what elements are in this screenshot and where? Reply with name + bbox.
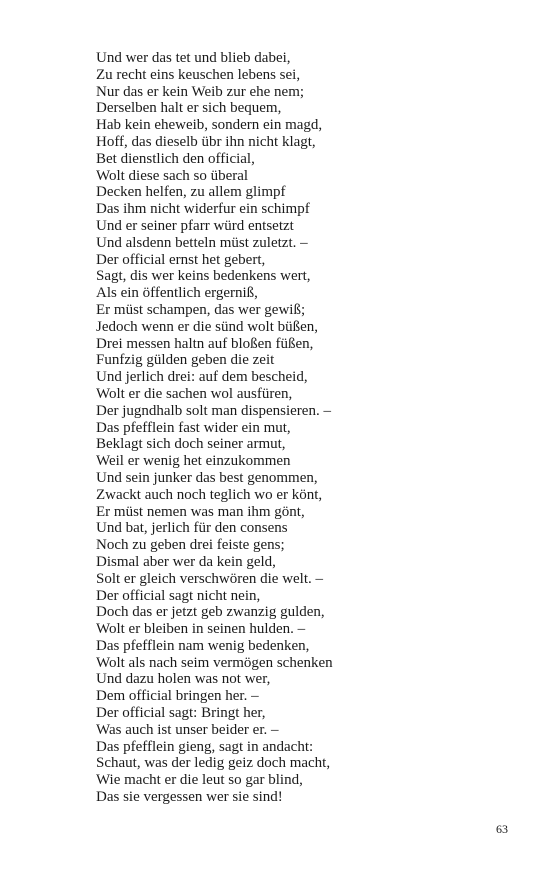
poem-line: Derselben halt er sich bequem, [96, 100, 282, 117]
poem-line: Der official sagt nicht nein, [96, 587, 261, 604]
poem-line: Das pfefflein fast wider ein mut, [96, 419, 291, 436]
poem-line: Bet dienstlich den official, [96, 150, 255, 167]
poem-line: Wolt er die sachen wol ausfüren, [96, 385, 293, 402]
poem-line: Das ihm nicht widerfur ein schimpf [96, 201, 310, 218]
poem-line: Er müst nemen was man ihm gönt, [96, 503, 305, 520]
poem-line: Der jugndhalb solt man dispensieren. – [96, 402, 331, 419]
poem-line: Und bat, jerlich für den consens [96, 520, 288, 537]
poem-line: Und alsdenn betteln müst zuletzt. – [96, 234, 308, 251]
poem-line: Solt er gleich verschwören die welt. – [96, 570, 324, 587]
poem-line: Und sein junker das best genommen, [96, 469, 318, 486]
poem-line: Das sie vergessen wer sie sind! [96, 789, 283, 806]
poem-line: Wolt diese sach so überal [96, 167, 249, 184]
poem-line: Funfzig gülden geben die zeit [96, 352, 275, 369]
poem-line: Das pfefflein nam wenig bedenken, [96, 637, 310, 654]
poem-line: Schaut, was der ledig geiz doch macht, [96, 755, 331, 772]
poem-line: Zwackt auch noch teglich wo er könt, [96, 486, 323, 503]
poem-line: Nur das er kein Weib zur ehe nem; [96, 83, 305, 100]
poem-line: Doch das er jetzt geb zwanzig gulden, [96, 604, 325, 621]
poem-line: Und er seiner pfarr würd entsetzt [96, 217, 294, 234]
poem-line: Weil er wenig het einzukommen [96, 453, 291, 470]
poem-line: Und dazu holen was not wer, [96, 671, 271, 688]
poem-line: Wolt als nach seim vermögen schenken [96, 654, 333, 671]
poem-line: Wolt er bleiben in seinen hulden. – [96, 621, 306, 638]
poem-line: Dismal aber wer da kein geld, [96, 553, 276, 570]
poem-line: Was auch ist unser beider er. – [96, 721, 279, 738]
poem-line: Wie macht er die leut so gar blind, [96, 772, 303, 789]
poem-line: Sagt, dis wer keins bedenkens wert, [96, 268, 311, 285]
poem-line: Hoff, das dieselb übr ihn nicht klagt, [96, 133, 316, 150]
poem-line: Er müst schampen, das wer gewiß; [96, 301, 306, 318]
poem-line: Hab kein eheweib, sondern ein magd, [96, 117, 323, 134]
poem-line: Und jerlich drei: auf dem bescheid, [96, 369, 308, 386]
poem-line: Und wer das tet und blieb dabei, [96, 50, 291, 66]
poem-line: Beklagt sich doch seiner armut, [96, 436, 286, 453]
poem-line: Decken helfen, zu allem glimpf [96, 184, 286, 201]
poem-line: Dem official bringen her. – [96, 688, 259, 705]
poem-line: Zu recht eins keuschen lebens sei, [96, 66, 301, 83]
poem-text [96, 50, 333, 806]
poem-line: Noch zu geben drei feiste gens; [96, 537, 285, 554]
page-number: 63 [496, 822, 508, 836]
poem-line: Jedoch wenn er die sünd wolt büßen, [96, 318, 319, 335]
poem-line: Der official ernst het gebert, [96, 251, 266, 268]
poem-line: Als ein öffentlich ergerniß, [96, 285, 258, 302]
poem-line: Der official sagt: Bringt her, [96, 705, 266, 722]
poem-line: Das pfefflein gieng, sagt in andacht: [96, 738, 314, 755]
poem-line: Drei messen haltn auf bloßen füßen, [96, 335, 314, 352]
